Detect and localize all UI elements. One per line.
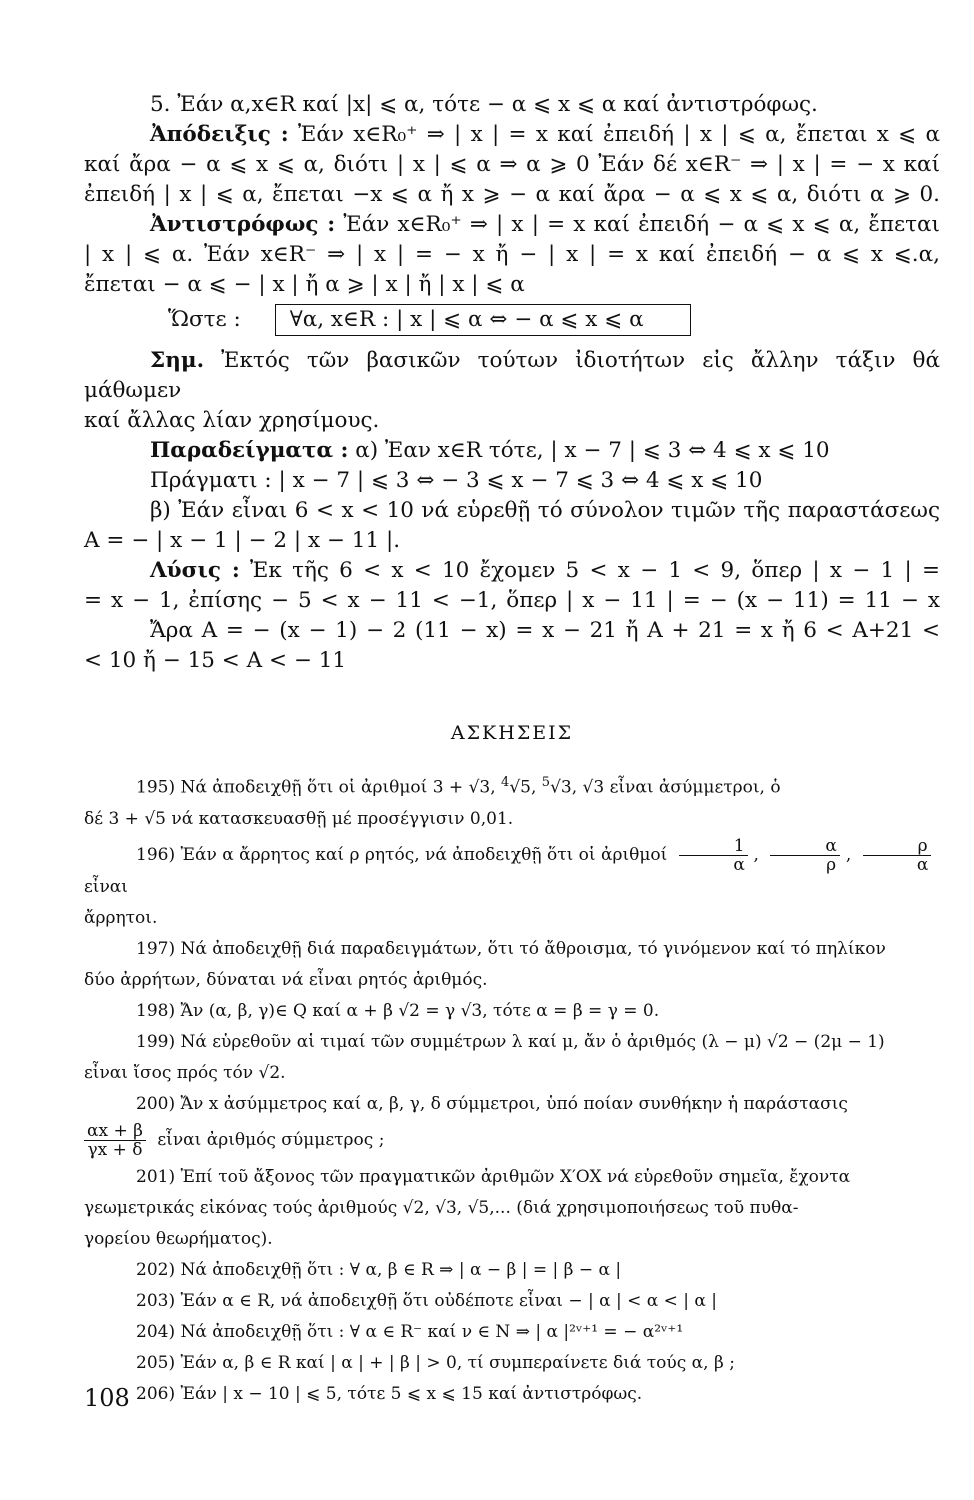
proof-text-1: Ἐάν x∈R₀⁺ ⇒ | x | = x καί ἐπειδή | x | ⩽ α, ἔπεται x ⩽ α bbox=[298, 122, 940, 147]
exercise-204: 204) Νά ἀποδειχθῇ ὅτι : ∀ α ∈ R⁻ καί ν ∈ N ⇒ | α |²ᵛ⁺¹ = − α²ᵛ⁺¹ bbox=[136, 1321, 684, 1342]
solution-label: Λύσις : bbox=[150, 558, 240, 583]
exercise-199-line-2: εἶναι ἴσος πρός τόν √2. bbox=[84, 1062, 286, 1083]
converse-label: Ἀντιστρόφως : bbox=[150, 212, 336, 237]
fraction-1-over-alpha bbox=[679, 837, 748, 874]
exercise-200-line-2 bbox=[84, 1122, 940, 1159]
solution-text-1: Ἐκ τῆς 6 < x < 10 ἔχομεν 5 < x − 1 < 9, ὅπερ | x − 1 | = bbox=[250, 558, 940, 583]
example-a-proof: Πράγματι : | x − 7 | ⩽ 3 ⇔ − 3 ⩽ x − 7 ⩽ 3 ⇔ 4 ⩽ x ⩽ 10 bbox=[150, 468, 763, 493]
exercise-205: 205) Ἐάν α, β ∈ R καί | α | + | β | > 0, τί συμπεραίνετε διά τούς α, β ; bbox=[136, 1352, 735, 1373]
exercises-heading: ΑΣΚΗΣΕΙΣ bbox=[450, 722, 574, 744]
exercise-195-part-a: 195) Νά ἀποδειχθῇ ὅτι οἱ ἀριθμοί 3 + √3, bbox=[136, 777, 502, 798]
example-a bbox=[84, 436, 940, 466]
exercise-195-index-4: 4 bbox=[501, 775, 510, 790]
main-text bbox=[84, 90, 940, 1412]
boxed-theorem: ∀α, x∈R : | x | ⩽ α ⇔ − α ⩽ x ⩽ α bbox=[275, 304, 691, 336]
note-label: Σημ. bbox=[150, 348, 205, 373]
exercise-196-tail: εἶναι bbox=[84, 876, 128, 897]
exercise-200-tail: εἶναι ἀριθμός σύμμετρος ; bbox=[157, 1129, 385, 1150]
conclusion-row bbox=[84, 304, 940, 336]
exercise-195-line-1 bbox=[84, 770, 940, 801]
exercise-196-line-1: 196) Ἐάν α ἄρρητος καί ρ ρητός, νά ἀποδειχθῇ ὅτι οἱ ἀριθμοί $\frac{1}{\alpha}$ , $\frac{\alpha}{\rho}$ , $\frac{\rho}{\alpha}$ εἶναι bbox=[84, 837, 940, 900]
exercise-201-line-3: γορείου θεωρήματος). bbox=[84, 1228, 273, 1249]
fraction-denominator: α bbox=[733, 854, 745, 875]
exercise-202: 202) Νά ἀποδειχθῇ ὅτι : ∀ α, β ∈ R ⇒ | α − β | = | β − α | bbox=[136, 1259, 622, 1280]
exercise-201-line-1: 201) Ἐπί τοῦ ἄξονος τῶν πραγματικῶν ἀριθμῶν X′OX νά εὑρεθοῦν σημεῖα, ἔχοντα bbox=[136, 1166, 851, 1187]
fraction-numerator: 1 bbox=[679, 837, 748, 856]
exercise-196-text: 196) Ἐάν α ἄρρητος καί ρ ρητός, νά ἀποδειχθῇ ὅτι οἱ ἀριθμοί bbox=[136, 844, 668, 865]
fraction-denominator: ρ bbox=[826, 854, 837, 875]
exercise-195-part-b: √5, bbox=[509, 777, 542, 798]
note-text-1: Ἐκτός τῶν βασικῶν τούτων ἰδιοτήτων εἰς ἄλλην τάξιν θά μάθωμεν bbox=[84, 348, 940, 403]
proof-line-3: ἐπειδή | x | ⩽ α, ἔπεται −x ⩽ α ἤ x ⩾ − α καί ἄρα − α ⩽ x ⩽ α, διότι α ⩾ 0. bbox=[84, 182, 940, 207]
exercise-195-line-2: δέ 3 + √5 νά κατασκευασθῇ μέ προσέγγισιν 0,01. bbox=[84, 808, 514, 829]
note-line-1 bbox=[84, 346, 940, 406]
proof-line-2: καί ἄρα − α ⩽ x ⩽ α, διότι | x | ⩽ α ⇒ α ⩾ 0 Ἐάν δέ x∈R⁻ ⇒ | x | = − x καί bbox=[84, 152, 940, 177]
example-b-line-1: β) Ἐάν εἶναι 6 < x < 10 νά εὑρεθῇ τό σύνολον τιμῶν τῆς παραστάσεως bbox=[150, 498, 940, 523]
solution-line-3: Ἄρα A = − (x − 1) − 2 (11 − x) = x − 21 ἤ A + 21 = x ἤ 6 < A+21 < bbox=[150, 618, 940, 643]
converse-line-1 bbox=[84, 210, 940, 240]
exercises-list bbox=[84, 770, 940, 1407]
hoste-label: Ὥστε : bbox=[168, 307, 241, 332]
converse-text-1: Ἐάν x∈R₀⁺ ⇒ | x | = x καί ἐπειδή − α ⩽ x ⩽ α, ἔπεται bbox=[343, 212, 940, 237]
exercise-197-line-2: δύο ἀρρήτων, δύναται νά εἶναι ρητός ἀριθμός. bbox=[84, 969, 488, 990]
fraction-alpha-over-rho bbox=[770, 837, 839, 874]
solution-line-4: < 10 ἤ − 15 < A < − 11 bbox=[84, 648, 347, 673]
exercise-199-line-1: 199) Νά εὑρεθοῦν αἱ τιμαί τῶν συμμέτρων λ καί μ, ἄν ὁ ἀριθμός (λ − μ) √2 − (2μ − 1) bbox=[136, 1031, 885, 1052]
property-5-statement: 5. Ἐάν α,x∈R καί |x| ⩽ α, τότε − α ⩽ x ⩽ α καί ἀντιστρόφως. bbox=[150, 92, 818, 117]
fraction-numerator: αx + β bbox=[84, 1122, 146, 1141]
fraction-rho-over-alpha bbox=[863, 837, 931, 874]
converse-line-3: ἔπεται − α ⩽ − | x | ἤ α ⩾ | x | ἤ | x | ⩽ α bbox=[84, 272, 525, 297]
exercise-206: 206) Ἐάν | x − 10 | ⩽ 5, τότε 5 ⩽ x ⩽ 15 καί ἀντιστρόφως. bbox=[136, 1383, 643, 1404]
solution-line-2: = x − 1, ἐπίσης − 5 < x − 11 < −1, ὅπερ | x − 11 | = − (x − 11) = 11 − x bbox=[84, 588, 940, 613]
example-b-line-2: A = − | x − 1 | − 2 | x − 11 |. bbox=[84, 528, 401, 553]
proof-line-1 bbox=[84, 120, 940, 150]
fraction-numerator: ρ bbox=[863, 837, 931, 856]
fraction-ax-b-over-gx-d bbox=[84, 1122, 146, 1159]
solution-line-1 bbox=[84, 556, 940, 586]
examples-label: Παραδείγματα : bbox=[150, 438, 349, 463]
note-line-2: καί ἄλλας λίαν χρησίμους. bbox=[84, 408, 380, 433]
exercise-198: 198) Ἄν (α, β, γ)∈ Q καί α + β √2 = γ √3, τότε α = β = γ = 0. bbox=[136, 1000, 660, 1021]
exercise-200-line-1: 200) Ἄν x ἀσύμμετρος καί α, β, γ, δ σύμμετροι, ὑπό ποίαν συνθήκην ἡ παράστασις bbox=[136, 1093, 848, 1114]
exercise-201-line-2: γεωμετρικάς εἰκόνας τούς ἀριθμούς √2, √3, √5,... (διά χρησιμοποιήσεως τοῦ πυθα- bbox=[84, 1197, 799, 1218]
fraction-denominator: α bbox=[916, 854, 929, 875]
converse-line-2: | x | ⩽ α. Ἐάν x∈R⁻ ⇒ | x | = − x ἤ − | x | = x καί ἐπειδή − α ⩽ x ⩽.α, bbox=[84, 242, 940, 267]
fraction-denominator: γx + δ bbox=[87, 1139, 143, 1160]
page-number: 108 bbox=[84, 1384, 130, 1412]
exercise-203: 203) Ἐάν α ∈ R, νά ἀποδειχθῇ ὅτι οὐδέποτε εἶναι − | α | < α < | α | bbox=[136, 1290, 718, 1311]
exercise-195-part-c: √3, √3 εἶναι ἀσύμμετροι, ὁ bbox=[550, 777, 781, 798]
example-a-text: α) Ἐαν x∈R τότε, | x − 7 | ⩽ 3 ⇔ 4 ⩽ x ⩽ 10 bbox=[355, 438, 830, 463]
exercise-195-index-5: 5 bbox=[541, 775, 551, 790]
fraction-numerator: α bbox=[770, 837, 839, 856]
exercise-197-line-1: 197) Νά ἀποδειχθῇ διά παραδειγμάτων, ὅτι τό ἄθροισμα, τό γινόμενον καί τό πηλίκον bbox=[136, 938, 886, 959]
proof-label: Ἀπόδειξις : bbox=[150, 122, 289, 147]
exercise-196-line-2: ἄρρητοι. bbox=[84, 907, 158, 928]
